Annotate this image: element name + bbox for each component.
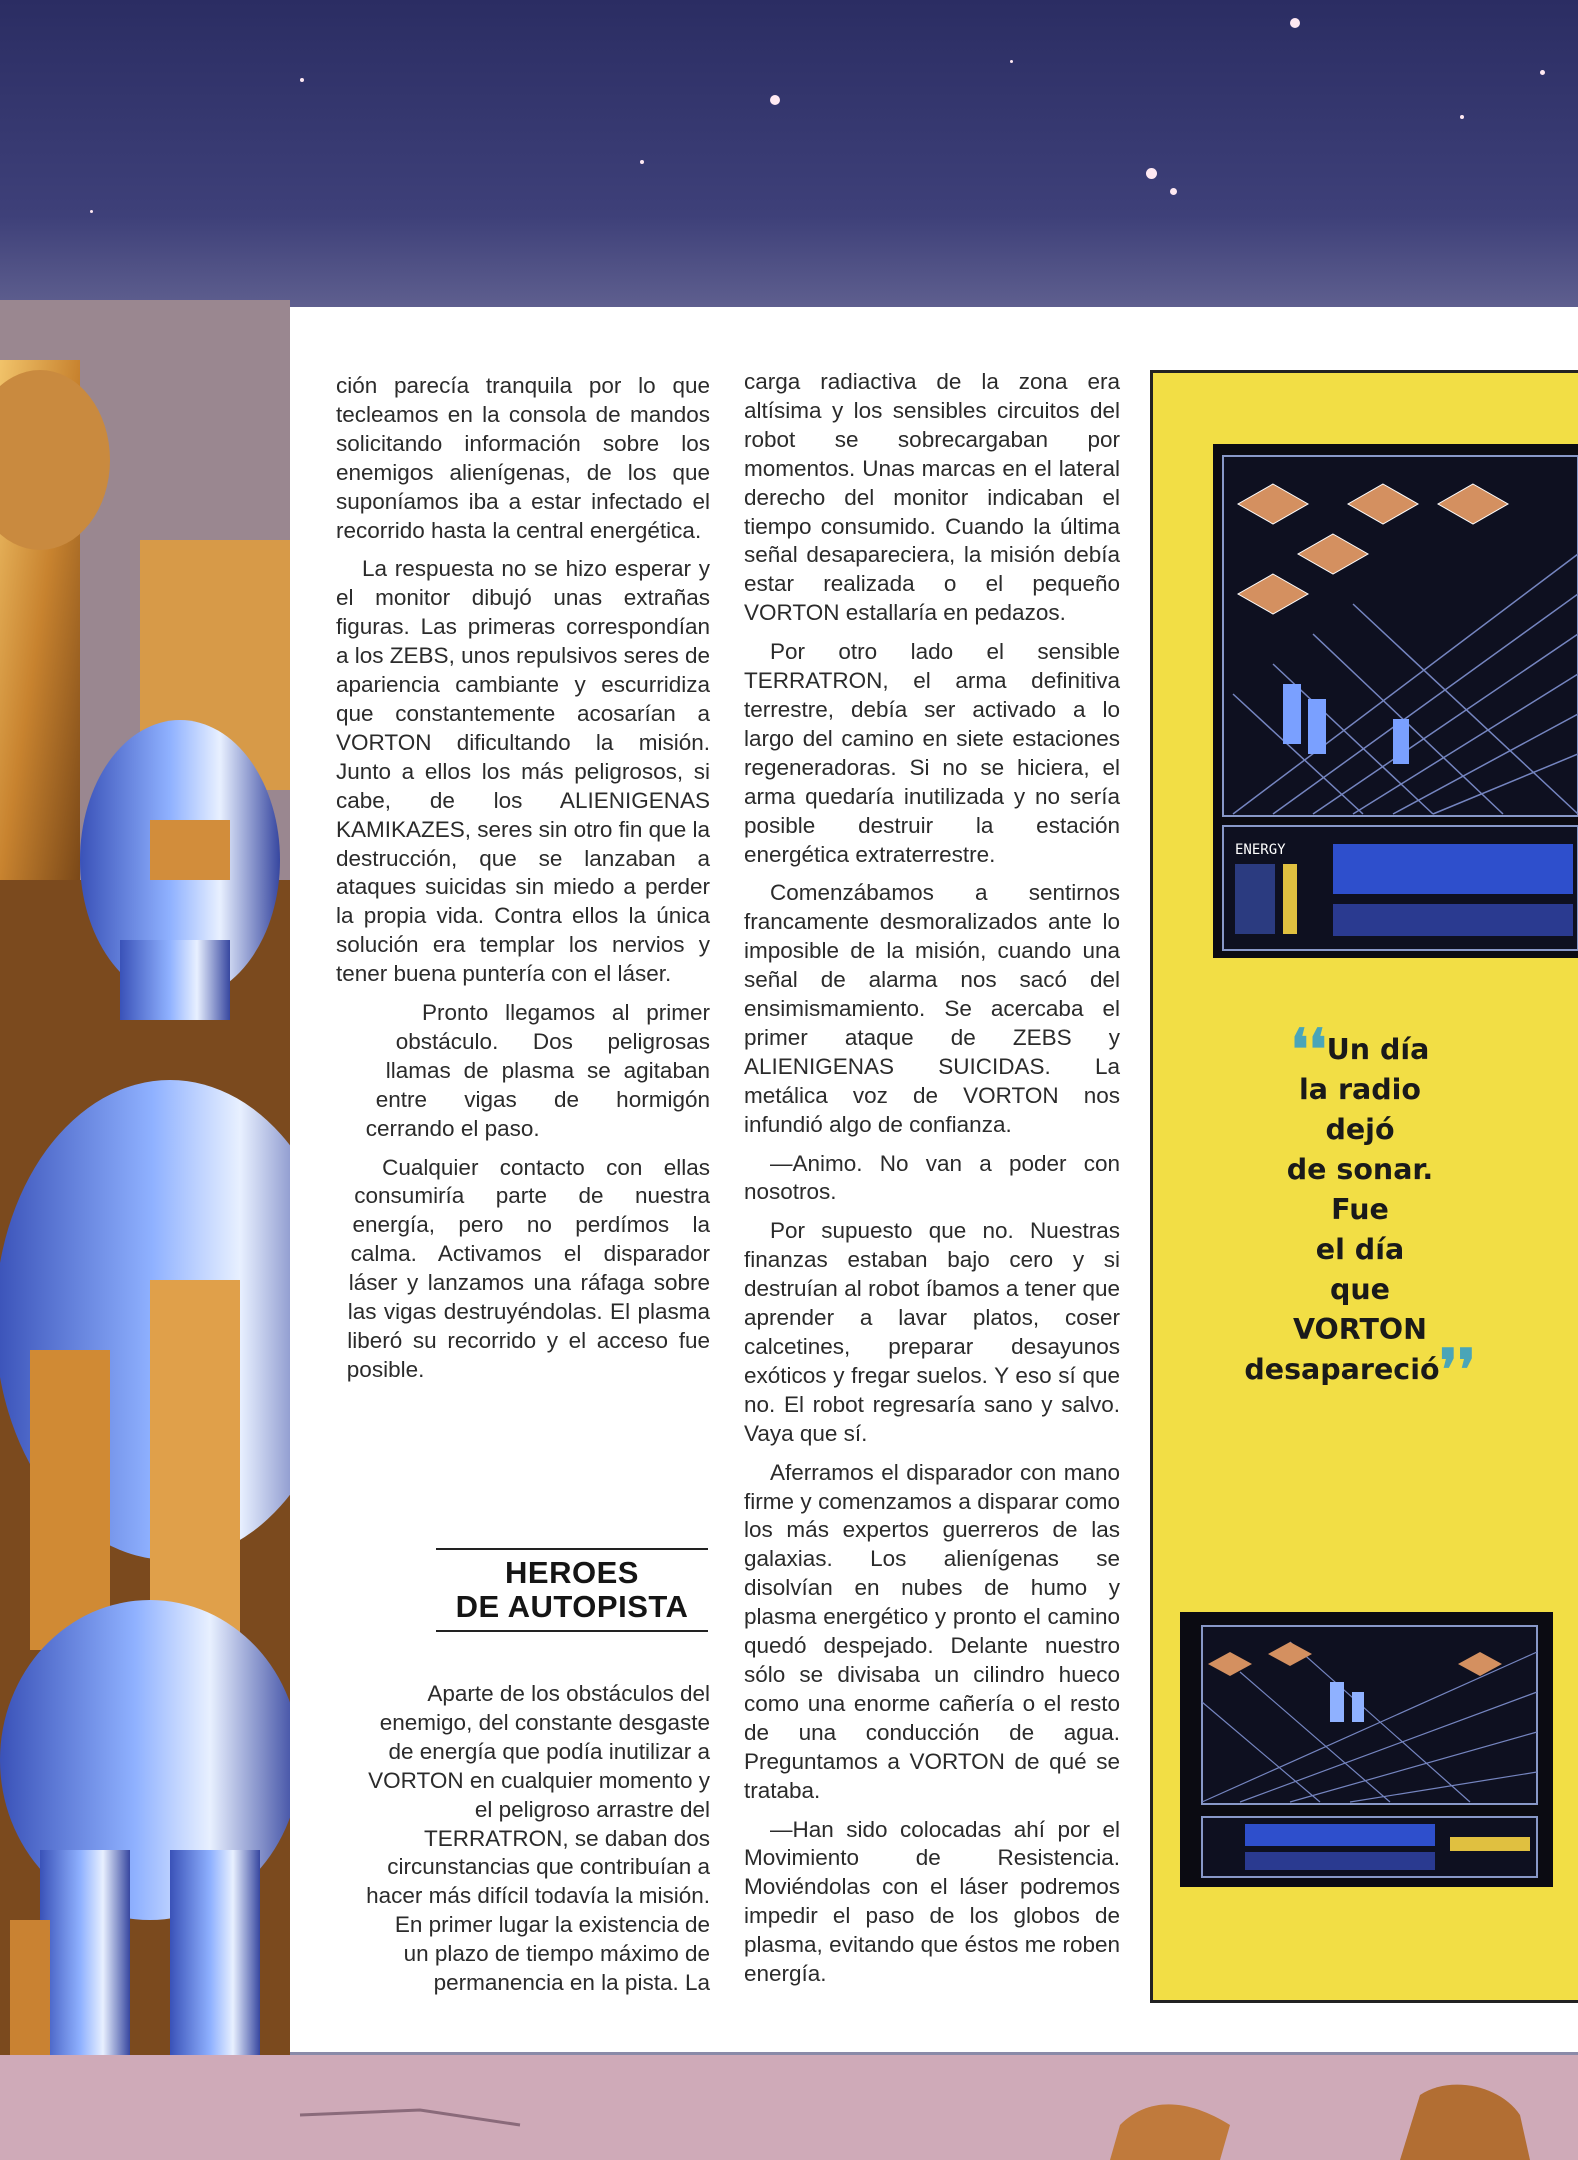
- star: [1540, 70, 1545, 75]
- star: [1170, 188, 1177, 195]
- article-column-2: [744, 368, 1120, 1999]
- heading-line: DE AUTOPISTA: [455, 1589, 689, 1624]
- paragraph: Comenzábamos a sentirnos francamente desmoralizados ante lo imposible de la misión, cuando una señal de alarma nos sacó del ensimismamiento. Se acercaba el primer ataque de ZEBS y ALIENIGENAS SUICIDAS. La metálica voz de VORTON nos infundió algo de confianza.: [744, 880, 1120, 1137]
- paragraph: —Animo. No van a poder con nosotros.: [744, 1150, 1120, 1205]
- quote-line: desapareció: [1244, 1353, 1440, 1386]
- quote-line: la radio: [1299, 1073, 1421, 1106]
- robot-illustration: [0, 300, 290, 2160]
- hud-label: ENERGY: [1235, 842, 1286, 858]
- quote-line: Un día: [1326, 1033, 1430, 1066]
- star: [300, 78, 304, 82]
- paragraph: ción parecía tranquila por lo que tecleamos en la consola de mandos solicitando información sobre los enemigos alienígenas, de los que suponíamos iba a estar infectado el recorrido hasta la central energética.: [336, 373, 710, 543]
- paragraph: Aparte de los obstáculos del enemigo, del constante desgaste de energía que podía inutilizar a VORTON en cualquier momento y el peligroso arrastre del TERRATRON, se daban dos circunstancias que contribuían a hacer más difícil todavía la misión. En primer lugar la existencia de un plazo de tiempo máximo de permanencia en la pista. La: [366, 1681, 710, 1996]
- section-heading: [436, 1548, 708, 1632]
- paragraph: Por supuesto que no. Nuestras finanzas estaban bajo cero y si destruían al robot íbamos a tener que aprender a lavar platos, coser calcetines, preparar desayunos exóticos y fregar suelos. Y eso sí que no. El robot regresaría sano y salvo. Vaya que sí.: [744, 1218, 1120, 1446]
- quote-line: que: [1329, 1273, 1391, 1306]
- article-column-1: [336, 372, 710, 1469]
- quote-line: dejó: [1325, 1113, 1395, 1146]
- pull-quote: [1235, 1017, 1485, 1403]
- star: [1010, 60, 1013, 63]
- paragraph: Aferramos el disparador con mano firme y comenzamos a disparar como los más expertos guerreros de las galaxias. Los alienígenas se disolvían en nubes de humo y plasma energético y pronto el camino quedó despejado. Delante nuestro sólo se divisaba un cilindro hueco como una enorme cañería o el resto de una conducción de agua. Preguntamos a VORTON de qué se trataba.: [744, 1459, 1120, 1803]
- quote-line: el día: [1315, 1233, 1405, 1266]
- quote-line: Fue: [1331, 1193, 1389, 1226]
- quote-line: VORTON: [1293, 1313, 1427, 1346]
- paragraph: Por otro lado el sensible TERRATRON, el arma definitiva terrestre, debía ser activado a lo largo del camino en siete estaciones regeneradoras. Si no se hiciera, el arma quedaría inutilizada y no sería posible destruir la estación energética extraterrestre.: [744, 639, 1120, 867]
- quote-line: de sonar.: [1286, 1153, 1434, 1186]
- star: [1146, 168, 1157, 179]
- ground-illustration: [0, 2055, 1578, 2160]
- paragraph: Pronto llegamos al primer obstáculo. Dos peligrosas llamas de plasma se agitaban entre vigas de hormigón cerrando el paso.: [365, 1000, 710, 1141]
- star: [1290, 18, 1300, 28]
- paragraph: —Han sido colocadas ahí por el Movimiento de Resistencia. Moviéndolas con el láser podremos impedir el paso de los globos de plasma, evitando que éstos me roben energía.: [744, 1816, 1120, 1987]
- star: [770, 95, 780, 105]
- star: [640, 160, 644, 164]
- article-column-1-continued: [366, 1680, 710, 2008]
- game-screenshot-2: [1180, 1612, 1553, 1887]
- star: [90, 210, 93, 213]
- paragraph: carga radiactiva de la zona era altísima y los sensibles circuitos del robot se sobrecargaban por momentos. Unas marcas en el lateral derecho del monitor indicaban el tiempo consumido. Cuando la última señal desapareciera, la misión debía estar realizada o el pequeño VORTON estallaría en pedazos.: [744, 369, 1120, 626]
- paragraph: Cualquier contacto con ellas consumiría parte de nuestra energía, pero no perdímos la calma. Activamos el disparador láser y lanzamos una ráfaga sobre las vigas destruyéndolas. El plasma liberó su recorrido y el acceso fue posible.: [346, 1154, 710, 1382]
- game-screenshot-1: [1213, 444, 1578, 958]
- star: [1460, 115, 1464, 119]
- heading-line: HEROES: [505, 1555, 639, 1590]
- paragraph: La respuesta no se hizo esperar y el monitor dibujó unas extrañas figuras. Las primeras correspondían a los ZEBS, unos repulsivos seres de apariencia cambiante y escurridiza que constantemente acosarían a VORTON dificultando la misión. Junto a ellos los más peligrosos, si cabe, de los ALIENIGENAS KAMIKAZES, seres sin otro fin que la destrucción, que se lanzaban a ataques suicidas sin miedo a perder la propia vida. Contra ellos la única solución era templar los nervios y tener buena puntería con el láser.: [336, 556, 710, 987]
- close-quote-icon: ❜❜: [1439, 1337, 1476, 1403]
- open-quote-icon: ❛❛: [1290, 1017, 1327, 1083]
